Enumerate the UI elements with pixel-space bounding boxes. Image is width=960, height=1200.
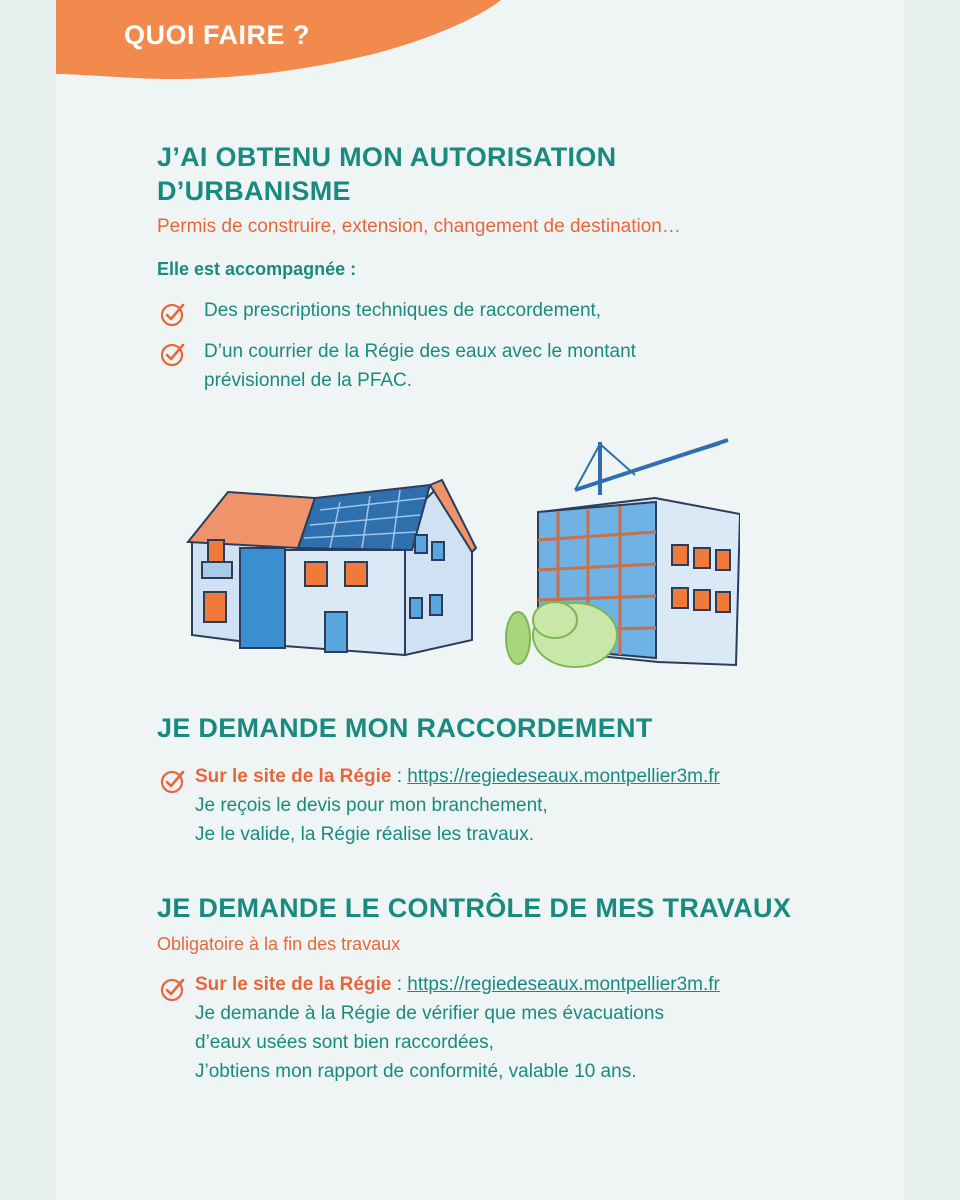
section3-subtitle: Obligatoire à la fin des travaux	[157, 934, 401, 954]
section1-item-1-text: Des prescriptions techniques de raccordement,	[204, 300, 602, 321]
check-circle-icon	[160, 301, 186, 327]
check-circle-icon	[160, 976, 186, 1002]
section3-separator: :	[391, 974, 408, 995]
check-circle-icon	[160, 768, 186, 794]
section1-item-2-line1: D’un courrier de la Régie des eaux avec le montant	[204, 341, 636, 362]
page-margin-left	[0, 0, 56, 1200]
section2-title: JE DEMANDE MON RACCORDEMENT	[157, 713, 653, 743]
section2-line3: Je le valide, la Régie réalise les travaux.	[195, 824, 535, 845]
construction-illustration	[180, 430, 740, 680]
section3-line4: J’obtiens mon rapport de conformité, valable 10 ans.	[195, 1061, 637, 1082]
section1-title-line1: J’AI OBTENU MON AUTORISATION	[157, 142, 617, 172]
banner-title: QUOI FAIRE ?	[124, 20, 311, 50]
section2-url-link[interactable]: https://regiedeseaux.montpellier3m.fr	[407, 766, 720, 787]
section3-line2: Je demande à la Régie de vérifier que mes évacuations	[195, 1003, 664, 1024]
section1-item-2	[204, 337, 636, 395]
section1-title	[157, 140, 616, 208]
section1-title-line2: D’URBANISME	[157, 176, 351, 206]
page-margin-right	[904, 0, 960, 1200]
section3-title: JE DEMANDE LE CONTRÔLE DE MES TRAVAUX	[157, 893, 792, 923]
section1-item-2-line2: prévisionnel de la PFAC.	[204, 370, 413, 391]
section1-subtitle: Permis de construire, extension, changement de destination…	[157, 216, 681, 237]
section1-lead: Elle est accompagnée :	[157, 259, 357, 279]
house-illustration	[188, 480, 476, 655]
section2-separator: :	[391, 766, 408, 787]
section3-site-label: Sur le site de la Régie	[195, 974, 392, 995]
section1-item-1	[204, 296, 601, 325]
section3-url-link[interactable]: https://regiedeseaux.montpellier3m.fr	[407, 974, 720, 995]
check-circle-icon	[160, 341, 186, 367]
section2-item	[195, 762, 720, 849]
building-crane-illustration	[506, 440, 740, 667]
section2-line2: Je reçois le devis pour mon branchement,	[195, 795, 548, 816]
section2-site-label: Sur le site de la Régie	[195, 766, 392, 787]
section3-line3: d’eaux usées sont bien raccordées,	[195, 1032, 494, 1053]
section3-item	[195, 970, 720, 1086]
